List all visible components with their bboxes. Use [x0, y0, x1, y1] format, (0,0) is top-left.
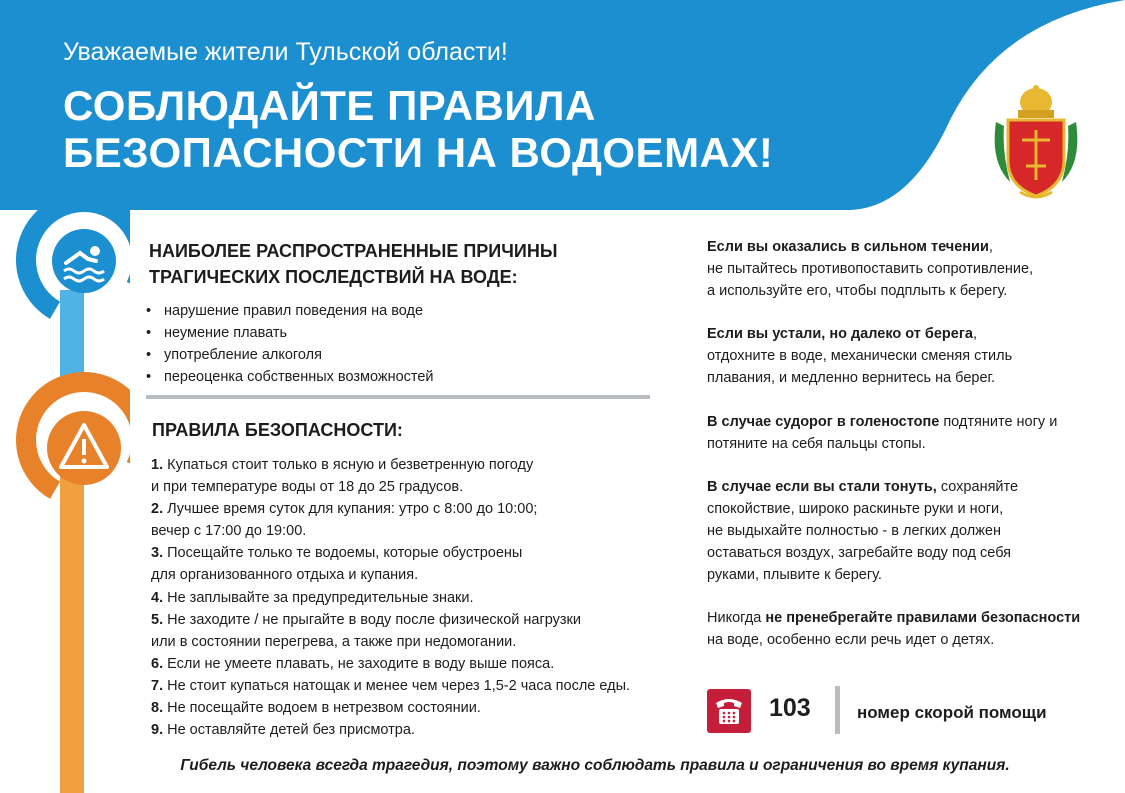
causes-heading-line-1: НАИБОЛЕЕ РАСПРОСТРАНЕННЫЕ ПРИЧИНЫ [149, 241, 558, 261]
coat-of-arms-emblem [990, 82, 1082, 202]
swimmer-icon [52, 229, 116, 293]
advice-drowning: В случае если вы стали тонуть, сохраняйте спокойствие, широко раскиньте руки и ноги, не выдыхайте полностью - в легких должен оставаться воздух, загребайте воду под себя руками, плывите к берегу. [707, 478, 1019, 584]
rule-item-continued: или в состоянии перегрева, а также при недомогании. [151, 633, 517, 650]
advice-current: Если вы оказались в сильном течении, не пытайтесь противопоставить сопротивление, а используйте его, чтобы подплыть к берегу. [707, 239, 1034, 300]
causes-heading-line-2: ТРАГИЧЕСКИХ ПОСЛЕДСТВИЙ НА ВОДЕ: [149, 267, 518, 287]
page-title [63, 82, 773, 176]
header-subtitle: Уважаемые жители Тульской области! [63, 38, 508, 66]
page-title-line-2: БЕЗОПАСНОСТИ НА ВОДОЕМАХ! [63, 129, 774, 176]
advice-column [707, 236, 1107, 651]
list-item: • нарушение правил поведения на воде [146, 300, 434, 322]
emergency-label: номер скорой помощи [857, 703, 1047, 722]
rule-item: 8. Не посещайте водоем в нетрезвом состоянии. [151, 700, 481, 717]
causes-heading [149, 238, 689, 290]
phone-icon-box [707, 689, 751, 733]
rules-heading: ПРАВИЛА БЕЗОПАСНОСТИ: [152, 420, 403, 440]
rules-list [151, 454, 671, 741]
advice-tired: Если вы устали, но далеко от берега, отдохните в воде, механически сменяя стиль плавания, и медленно вернитесь на берег. [707, 326, 1013, 387]
rule-item: 9. Не оставляйте детей без присмотра. [151, 722, 415, 739]
advice-cramp: В случае судорог в голеностопе подтяните ногу и потяните на себя пальцы стопы. [707, 413, 1058, 452]
causes-list [146, 300, 434, 388]
rule-item: 5. Не заходите / не прыгайте в воду после физической нагрузки [151, 611, 581, 628]
section-divider [146, 395, 650, 399]
emergency-separator [835, 686, 840, 734]
rule-item: 7. Не стоит купаться натощак и менее чем через 1,5-2 часа после еды. [151, 677, 631, 694]
rule-item: 1. Купаться стоит только в ясную и безветренную погоду [151, 457, 534, 473]
rule-item-continued: вечер с 17:00 до 19:00. [151, 523, 307, 540]
emergency-number: 103 [769, 694, 811, 722]
rule-item-continued: для организованного отдыха и купания. [151, 567, 419, 584]
list-item: • переоценка собственных возможностей [146, 366, 434, 388]
footer-note: Гибель человека всегда трагедия, поэтому важно соблюдать правила и ограничения во время купания. [180, 757, 1010, 774]
rule-item: 2. Лучшее время суток для купания: утро с 8:00 до 10:00; [151, 501, 538, 518]
rule-item: 6. Если не умеете плавать, не заходите в воду выше пояса. [151, 655, 555, 672]
page-title-line-1: СОБЛЮДАЙТЕ ПРАВИЛА [63, 82, 596, 129]
advice-never: Никогда не пренебрегайте правилами безопасности на воде, особенно если речь идет о детях. [707, 610, 1081, 649]
list-item: • употребление алкоголя [146, 344, 434, 366]
warning-icon [47, 411, 121, 485]
rule-item: 4. Не заплывайте за предупредительные знаки. [151, 589, 474, 606]
rule-item: 3. Посещайте только те водоемы, которые обустроены [151, 545, 523, 562]
phone-icon [707, 689, 751, 733]
list-item: • неумение плавать [146, 322, 434, 344]
rule-item-continued: и при температуре воды от 18 до 25 градусов. [151, 479, 464, 496]
